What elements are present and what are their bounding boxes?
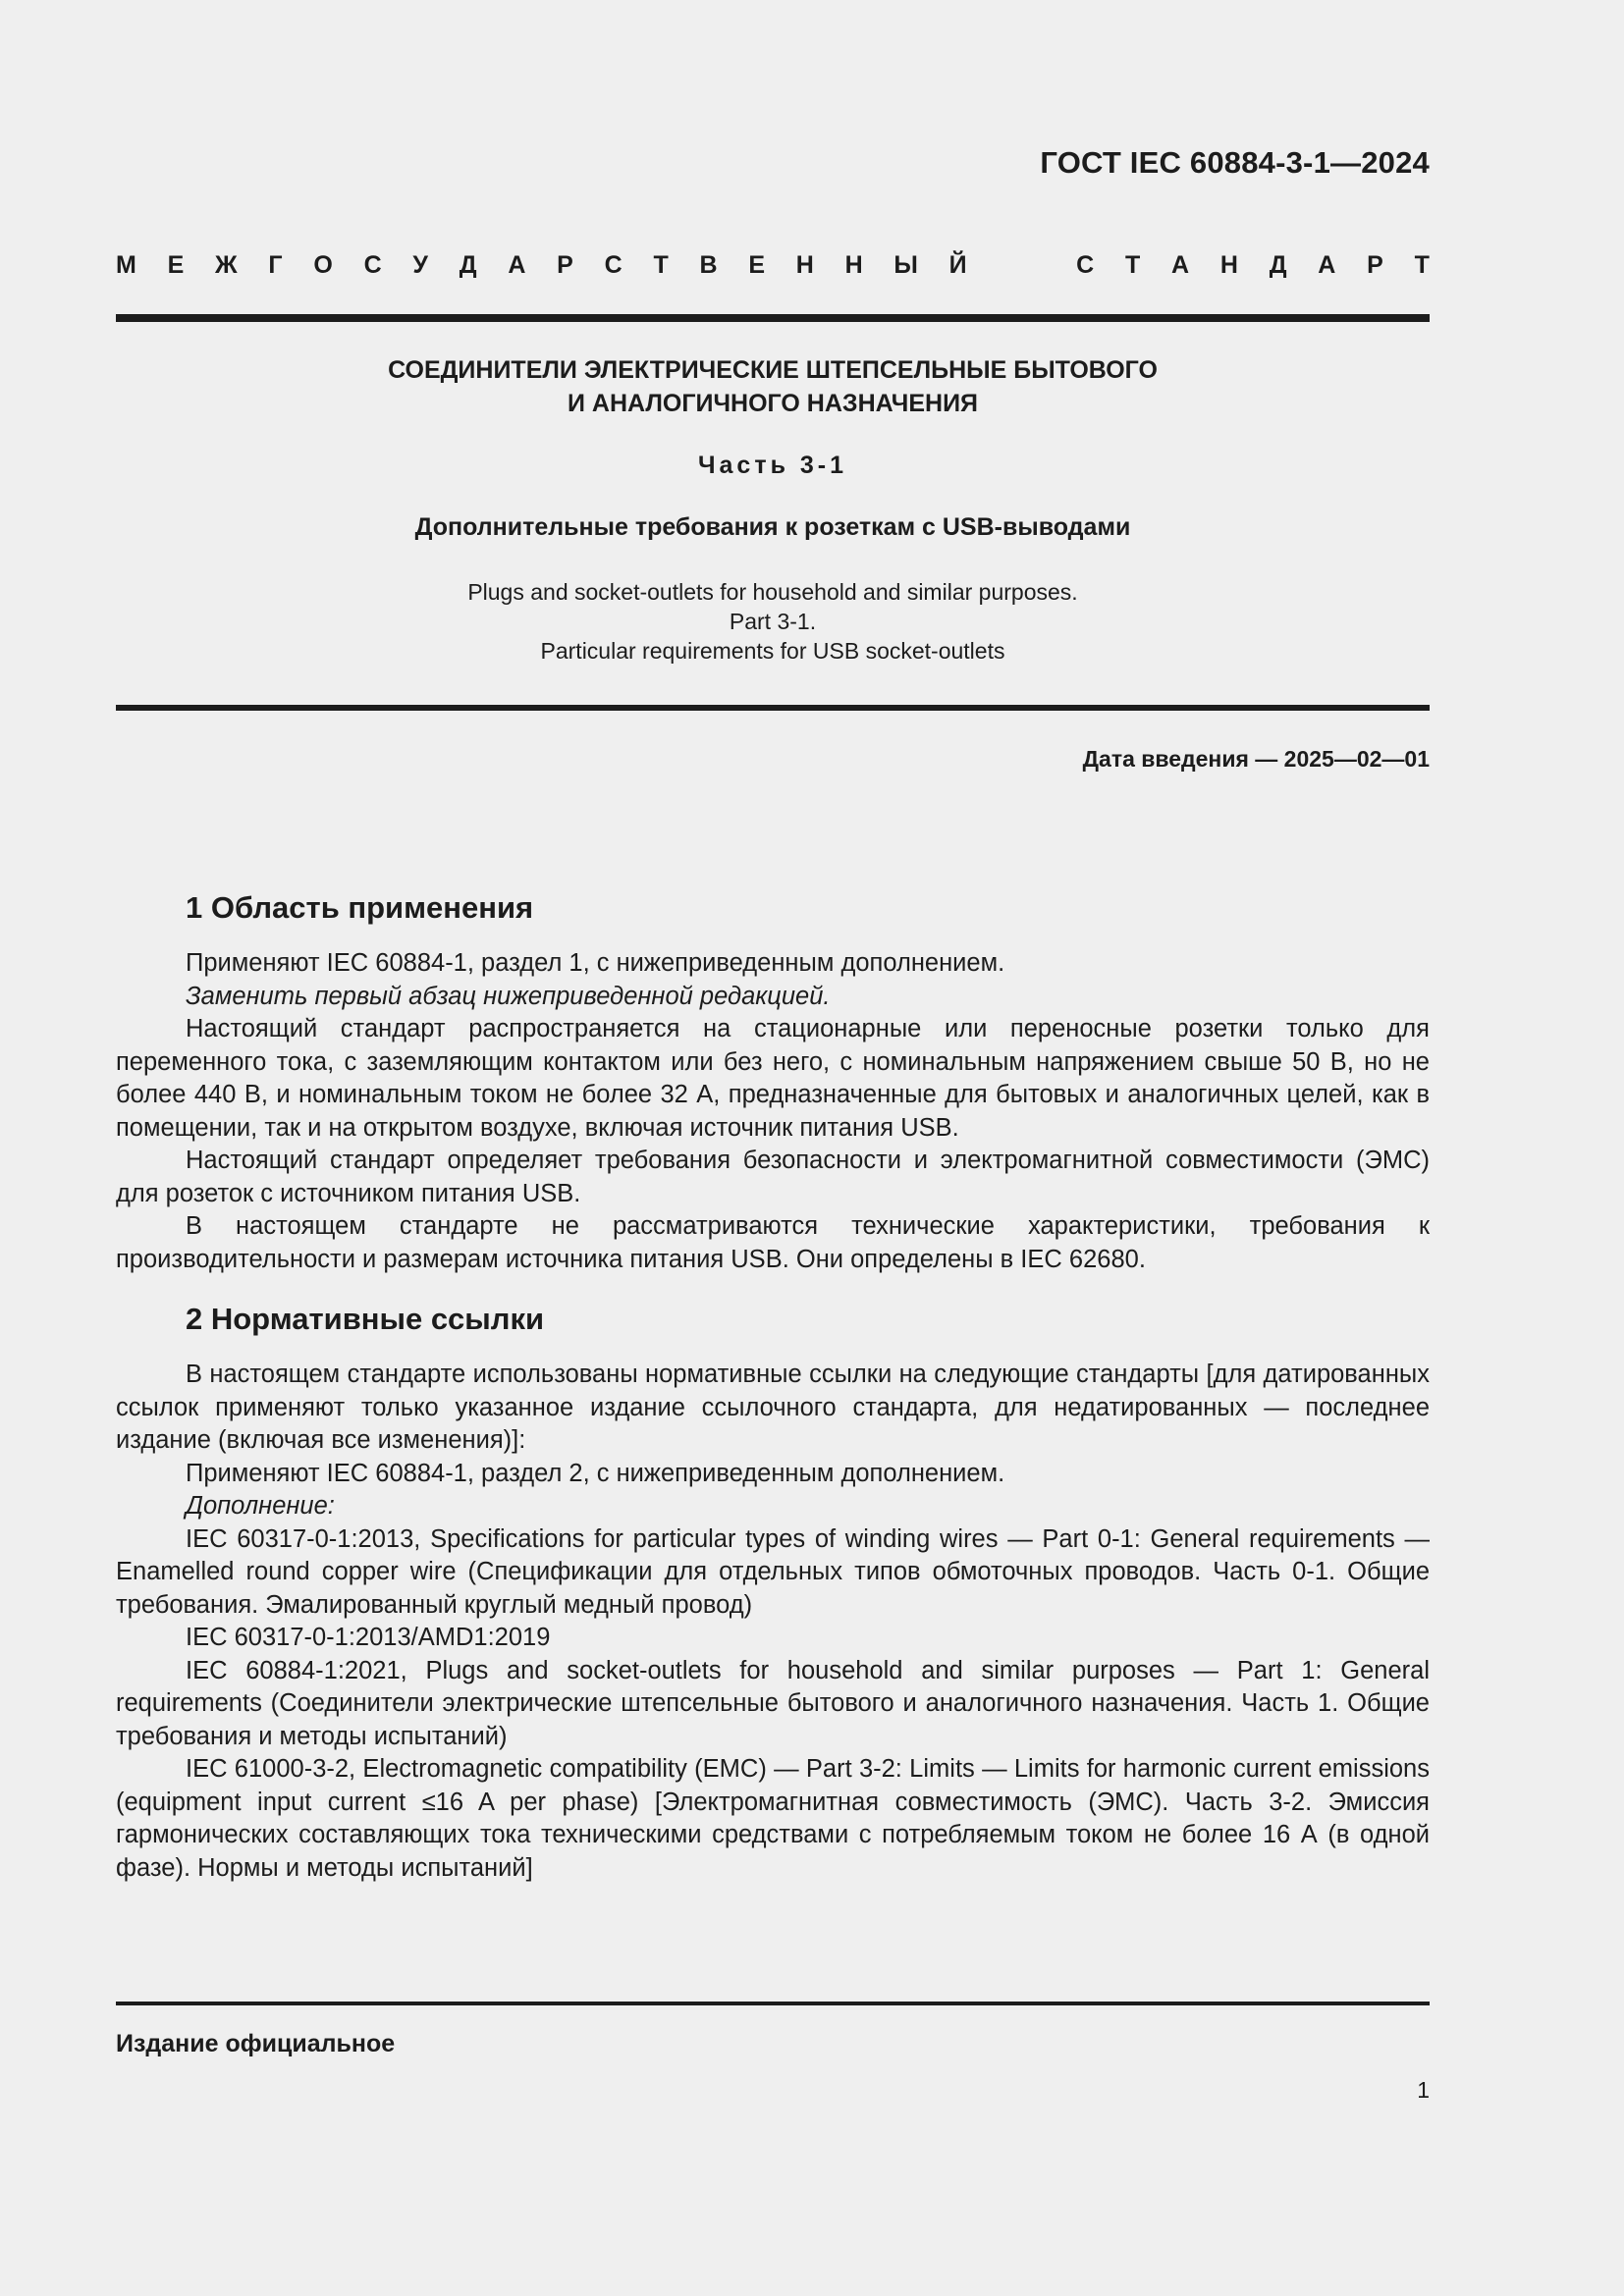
banner-letter: Е bbox=[748, 251, 765, 279]
paragraph: Настоящий стандарт распространяется на стационарные или переносные розетки только для переменного тока, с заземляющим контактом или без него, с номинальным напряжением свыше 50 В, но не более 440 В, и номинальным током не более 32 А, предназначенные для бытовых и аналогичных целей, как в помещении, так и на открытом воздухе, включая источник питания USB. bbox=[116, 1015, 1430, 1142]
part-label: Часть 3-1 bbox=[697, 452, 848, 479]
document-body bbox=[116, 888, 1430, 1885]
introduction-date: Дата введения — 2025—02—01 bbox=[1082, 746, 1430, 772]
banner-letter: Е bbox=[167, 251, 185, 279]
interstate-standard-banner bbox=[116, 251, 1430, 280]
header-rule bbox=[116, 314, 1430, 322]
banner-letter: Д bbox=[459, 251, 477, 279]
paragraph: Применяют IEC 60884-1, раздел 2, с нижеприведенным дополнением. bbox=[186, 1459, 1005, 1487]
reference-item: IEC 60317-0-1:2013/AMD1:2019 bbox=[186, 1624, 551, 1651]
paragraph-italic: Дополнение: bbox=[186, 1492, 335, 1520]
title-english-line: Plugs and socket-outlets for household and similar purposes. bbox=[467, 579, 1078, 605]
paragraph: Применяют IEC 60884-1, раздел 1, с нижеприведенным дополнением. bbox=[186, 949, 1005, 977]
reference-item: IEC 61000-3-2, Electromagnetic compatibility (EMC) — Part 3-2: Limits — Limits for harmonic current emissions (equipment input current ≤16 A per phase) [Электромагнитная совместимость (ЭМС). Часть 3-2. Эмиссия гармонических составляющих тока техническими средствами с потребляемым током не более 16 А (в одной фазе). Нормы и методы испытаний] bbox=[116, 1755, 1430, 1882]
banner-letter: Г bbox=[268, 251, 283, 279]
banner-letter: М bbox=[116, 251, 136, 279]
banner-letter: Т bbox=[1414, 251, 1430, 279]
banner-letter: А bbox=[1171, 251, 1190, 279]
banner-letter: У bbox=[412, 251, 428, 279]
footer-rule bbox=[116, 2002, 1430, 2005]
banner-letter: Ж bbox=[215, 251, 238, 279]
paragraph: В настоящем стандарте не рассматриваются технические характеристики, требования к производительности и размерам источника питания USB. Они определены в IEC 62680. bbox=[116, 1212, 1430, 1273]
subtitle-russian: Дополнительные требования к розеткам с USB-выводами bbox=[414, 513, 1131, 541]
banner-letter: Р bbox=[557, 251, 573, 279]
banner-letter: А bbox=[508, 251, 526, 279]
banner-letter: Р bbox=[1367, 251, 1383, 279]
paragraph: В настоящем стандарте использованы нормативные ссылки на следующие стандарты [для датированных ссылок применяют только указанное издание ссылочного стандарта, для недатированных — последнее издание (включая все изменения)]: bbox=[116, 1361, 1430, 1454]
banner-letter: Н bbox=[795, 251, 814, 279]
banner-letter: С bbox=[363, 251, 382, 279]
banner-letter: Н bbox=[1219, 251, 1238, 279]
section-heading: 2 Нормативные ссылки bbox=[186, 1302, 545, 1336]
reference-item: IEC 60317-0-1:2013, Specifications for particular types of winding wires — Part 0-1: General requirements — Enamelled round copper wire (Спецификации для отдельных типов обмоточных проводов. Часть 0-1. Общие требования. Эмалированный круглый медный провод) bbox=[116, 1524, 1430, 1619]
banner-letter: Д bbox=[1269, 251, 1287, 279]
title-line: И АНАЛОГИЧНОГО НАЗНАЧЕНИЯ bbox=[567, 390, 979, 417]
title-line: СОЕДИНИТЕЛИ ЭЛЕКТРИЧЕСКИЕ ШТЕПСЕЛЬНЫЕ БЫТОВОГО bbox=[388, 356, 1158, 384]
paragraph-italic: Заменить первый абзац нижеприведенной редакцией. bbox=[186, 982, 831, 1010]
official-edition-label: Издание официальное bbox=[116, 2030, 396, 2057]
banner-letter: О bbox=[313, 251, 333, 279]
banner-word-gap bbox=[998, 251, 1045, 280]
title-rule bbox=[116, 705, 1430, 711]
title-english-line: Part 3-1. bbox=[729, 609, 817, 634]
banner-letter: Н bbox=[844, 251, 863, 279]
banner-letter: Ы bbox=[893, 251, 918, 279]
title-russian bbox=[116, 353, 1430, 420]
page-number: 1 bbox=[1417, 2077, 1430, 2103]
banner-letter: С bbox=[1076, 251, 1095, 279]
banner-letter: А bbox=[1318, 251, 1336, 279]
paragraph: Настоящий стандарт определяет требования безопасности и электромагнитной совместимости (ЭМС) для розеток с источником питания USB. bbox=[116, 1147, 1430, 1207]
reference-item: IEC 60884-1:2021, Plugs and socket-outlets for household and similar purposes — Part 1: General requirements (Соединители электрические штепсельные бытового и аналогичного назначения. Часть 1. Общие требования и методы испытаний) bbox=[116, 1656, 1430, 1750]
banner-letter: Т bbox=[653, 251, 669, 279]
title-english-line: Particular requirements for USB socket-outlets bbox=[540, 638, 1005, 664]
banner-letter: С bbox=[604, 251, 623, 279]
banner-letter: Й bbox=[948, 251, 967, 279]
section-heading: 1 Область применения bbox=[186, 890, 534, 925]
banner-letter: Т bbox=[1125, 251, 1141, 279]
banner-letter: В bbox=[699, 251, 718, 279]
document-code: ГОСТ IEC 60884-3-1—2024 bbox=[1040, 145, 1430, 180]
title-english bbox=[116, 577, 1430, 666]
